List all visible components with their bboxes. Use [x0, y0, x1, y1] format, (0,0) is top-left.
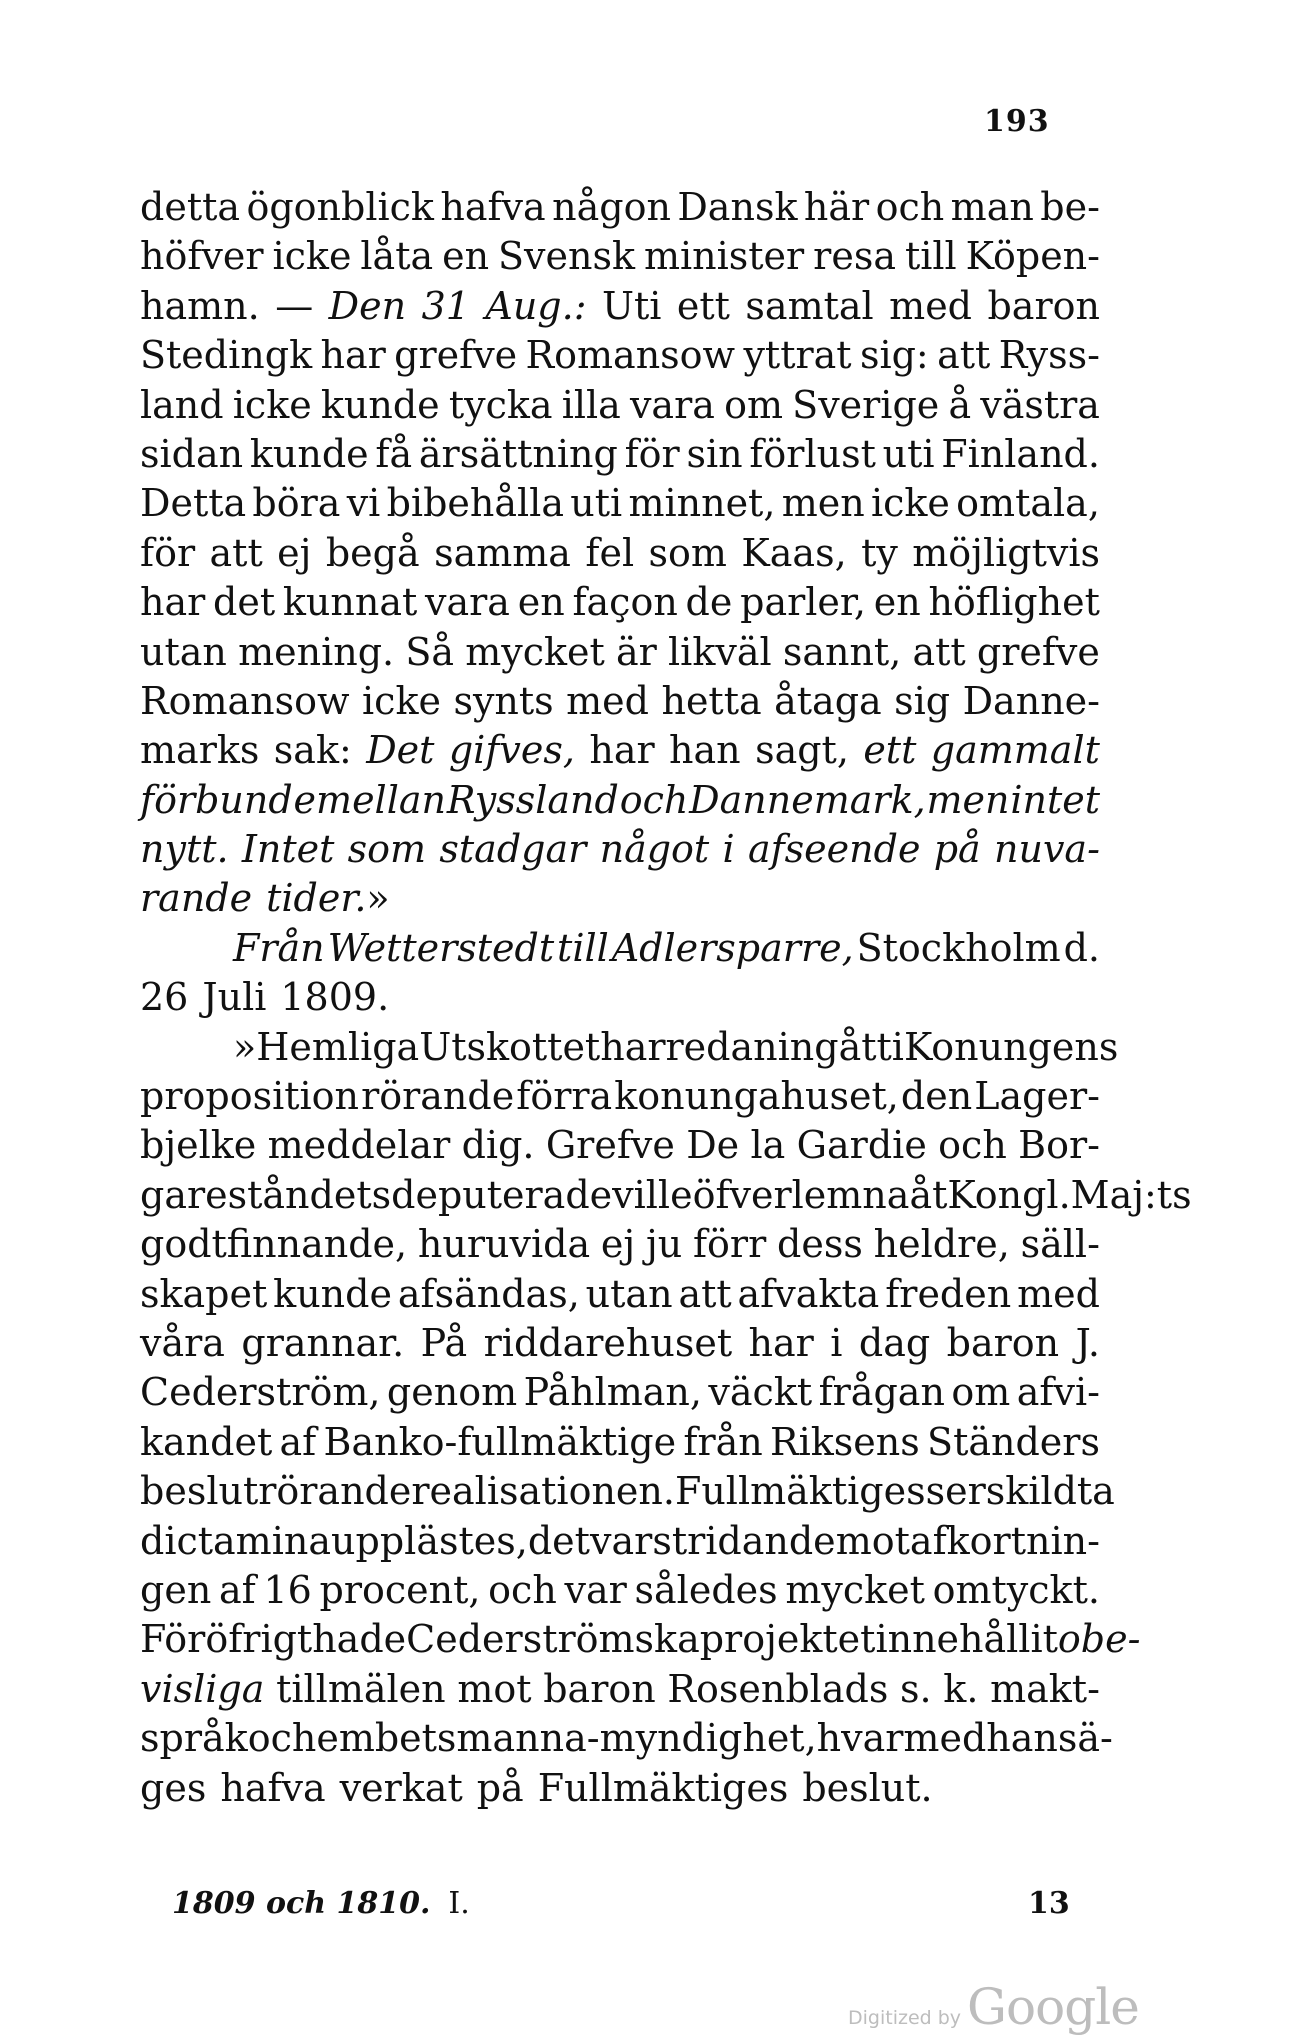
word: ville — [612, 1172, 693, 1217]
word: dess — [777, 1222, 863, 1267]
word: Från — [233, 925, 325, 970]
text-line — [140, 1714, 1113, 1763]
text-line — [140, 1171, 1192, 1220]
word: De — [686, 1123, 740, 1168]
text-line — [140, 973, 1100, 1022]
word: i — [722, 827, 735, 872]
word: Bor- — [1018, 1123, 1100, 1168]
word: Juli — [202, 975, 267, 1020]
word: begå — [325, 530, 420, 575]
word: icke — [362, 678, 441, 723]
word: utan — [585, 1271, 673, 1316]
word: till — [904, 234, 957, 279]
word: dag — [858, 1320, 931, 1365]
word: Det — [366, 728, 435, 773]
word: stridande — [652, 1518, 836, 1563]
word: om — [951, 1370, 1011, 1415]
word: baron — [946, 1320, 1060, 1365]
word: och — [619, 777, 689, 822]
word: hvarmed — [816, 1716, 987, 1761]
word: synts — [453, 678, 554, 723]
word: möjligtvis — [912, 530, 1100, 575]
word: Dansk — [677, 185, 798, 229]
word: som — [648, 530, 727, 575]
word: omtala, — [956, 481, 1100, 526]
word: stadgar — [439, 827, 587, 872]
word: och — [488, 1567, 557, 1612]
word: å — [948, 382, 972, 427]
word: att — [937, 333, 991, 378]
word: afsändas, — [397, 1271, 580, 1316]
word: tillmälen — [276, 1666, 446, 1711]
word: projektet — [699, 1617, 876, 1662]
word: afvi- — [1016, 1370, 1100, 1415]
word: Dannemark, — [689, 777, 926, 822]
word: huruvida — [417, 1222, 591, 1267]
word: var — [564, 1567, 627, 1612]
word: förr — [692, 1222, 767, 1267]
word: Wetterstedt — [327, 925, 555, 970]
text-line — [140, 1467, 1115, 1516]
text-line — [140, 183, 1100, 232]
word: säll- — [1020, 1222, 1100, 1267]
word: resa — [813, 234, 896, 279]
word: har — [320, 333, 386, 378]
word: land — [140, 382, 224, 427]
word: någon — [552, 185, 671, 229]
word: af — [219, 1567, 256, 1612]
word: afseende — [747, 827, 921, 872]
word: något — [599, 827, 710, 872]
word: façon — [572, 580, 678, 625]
word: Fullmäktiges — [674, 1469, 926, 1514]
volume-number: I. — [448, 1886, 470, 1921]
word: väckt — [708, 1370, 813, 1415]
word: låta — [360, 234, 434, 279]
word: Rosenblads — [667, 1666, 889, 1711]
word: åtaga — [774, 678, 882, 723]
word: dig. — [461, 1123, 535, 1168]
word: har — [140, 580, 206, 625]
word: Adlersparre, — [611, 925, 854, 970]
word: han — [669, 728, 741, 773]
word: har — [600, 1024, 666, 1069]
word: rörande — [258, 1469, 412, 1514]
word: mot — [457, 1666, 532, 1711]
word: ärsättning — [418, 431, 618, 476]
word: dictamina — [140, 1518, 332, 1563]
word: godtfinnande, — [140, 1222, 408, 1267]
word: våra — [140, 1320, 225, 1365]
word: ej — [600, 1222, 636, 1267]
word: yttrat — [743, 333, 852, 378]
digitized-watermark — [848, 1978, 1139, 2036]
word: J. — [1075, 1320, 1100, 1365]
text-line — [140, 1270, 1100, 1319]
word: öfrigt — [205, 1617, 313, 1662]
word: 1809. — [280, 975, 390, 1020]
text-line — [140, 1319, 1100, 1368]
word: »Hemliga — [233, 1024, 420, 1069]
word: visliga — [140, 1666, 265, 1711]
word: afvakta — [737, 1271, 880, 1316]
text-line — [140, 726, 1100, 775]
word: hetta — [661, 678, 762, 723]
word: tider.» — [266, 876, 390, 921]
word: på — [476, 1765, 524, 1810]
word: realisationen. — [411, 1469, 675, 1514]
word: det — [213, 580, 276, 625]
word: sig — [894, 678, 951, 723]
word: hafva — [440, 185, 546, 229]
page-number: 193 — [984, 104, 1050, 139]
word: i — [891, 1024, 904, 1069]
word: be- — [1040, 185, 1100, 229]
word: sannt, — [782, 629, 902, 674]
word: bjelke — [140, 1123, 257, 1168]
word: öfverlemna — [692, 1172, 910, 1217]
word: Fullmäktiges — [537, 1765, 789, 1810]
word: Påhlman, — [523, 1370, 702, 1415]
word: Utskottet — [419, 1024, 601, 1069]
word: han — [986, 1716, 1058, 1761]
word: få — [375, 431, 413, 476]
word: åt — [909, 1172, 948, 1217]
signature-label: 1809 och 1810. — [172, 1886, 431, 1921]
word: med — [566, 678, 649, 723]
word: för — [140, 530, 196, 575]
word: Lager- — [974, 1074, 1100, 1119]
word: makt- — [990, 1666, 1100, 1711]
word: vi — [346, 481, 381, 526]
word: en — [873, 580, 921, 625]
word: rörande — [361, 1074, 515, 1119]
word: minister — [643, 234, 805, 279]
word: Den — [328, 283, 407, 328]
word: Banko-fullmäktige — [323, 1419, 677, 1464]
word: förlust — [749, 431, 876, 476]
word: gammalt — [930, 728, 1100, 773]
word: embetsmanna-myndighet, — [316, 1716, 817, 1761]
word: mot — [835, 1518, 910, 1563]
word: sagt, — [755, 728, 849, 773]
word: vara — [629, 382, 715, 427]
text-line — [140, 1072, 1100, 1121]
watermark-prefix: Digitized by — [848, 2007, 962, 2029]
word: ej — [277, 530, 312, 575]
word: beslut — [140, 1469, 259, 1514]
word: sidan — [140, 431, 244, 476]
word: d. — [1063, 925, 1100, 970]
word: intet — [1010, 777, 1100, 822]
text-line — [140, 331, 1100, 380]
word: Detta — [140, 481, 247, 526]
word: icke — [272, 234, 352, 279]
word: likväl — [668, 629, 772, 674]
word: På — [420, 1320, 468, 1365]
word: tycka — [448, 382, 553, 427]
text-line — [140, 282, 1100, 331]
word: med — [1017, 1271, 1100, 1316]
word: nytt. — [140, 827, 229, 872]
word: hafva — [220, 1765, 326, 1810]
word: 31 — [421, 283, 470, 328]
word: hade — [312, 1617, 407, 1662]
word: ingått — [777, 1024, 892, 1069]
text-line — [140, 924, 1100, 973]
word: Romansow — [525, 333, 736, 378]
word: sak: — [273, 728, 352, 773]
word: 16 — [263, 1567, 312, 1612]
word: att — [912, 629, 966, 674]
word: de — [685, 580, 733, 625]
text-line — [140, 677, 1100, 726]
text-line — [140, 1517, 1100, 1566]
text-line — [140, 1665, 1100, 1714]
word: la — [750, 1123, 786, 1168]
word: innehållit — [875, 1617, 1058, 1662]
word: på — [933, 827, 981, 872]
word: ett — [676, 283, 730, 328]
text-line — [140, 1220, 1100, 1269]
word: k. — [943, 1666, 979, 1711]
text-line — [140, 776, 1100, 825]
word: Riksens — [770, 1419, 920, 1464]
word: emellan — [293, 777, 446, 822]
word: Kaas, — [741, 530, 847, 575]
word: baron — [987, 283, 1100, 328]
word: kunde — [273, 1271, 392, 1316]
word: vara — [425, 580, 510, 625]
word: som — [347, 827, 427, 872]
sheet-number: 13 — [1028, 1886, 1070, 1921]
word: sig: — [859, 333, 929, 378]
word: beslut. — [802, 1765, 933, 1810]
word: grefve — [976, 629, 1100, 674]
word: man — [950, 185, 1034, 229]
word: konungahuset, — [614, 1074, 899, 1119]
word: således — [634, 1567, 778, 1612]
word: parler, — [740, 580, 866, 625]
word: meddelar — [267, 1123, 451, 1168]
word: mycket — [785, 1567, 925, 1612]
word: samma — [434, 530, 571, 575]
word: har — [748, 1320, 814, 1365]
word: att — [209, 530, 263, 575]
word: om — [724, 382, 783, 427]
word: sä- — [1057, 1716, 1113, 1761]
word: att — [678, 1271, 732, 1316]
word: böra — [252, 481, 341, 526]
word: förra — [516, 1074, 613, 1119]
word: samtal — [745, 283, 874, 328]
word: utan — [140, 629, 227, 674]
word: i — [830, 1320, 843, 1365]
word: obe- — [1057, 1617, 1141, 1662]
word: serskildta — [925, 1469, 1115, 1514]
word: icke — [232, 382, 312, 427]
word: heldre, — [873, 1222, 1010, 1267]
text-line — [140, 825, 1100, 874]
footer-signature — [172, 1886, 470, 1921]
word: förbund — [140, 777, 293, 822]
word: höflighet — [928, 580, 1100, 625]
word: en — [517, 580, 565, 625]
word: höfver — [140, 234, 264, 279]
word: här — [803, 185, 870, 229]
word: afkortnin- — [909, 1518, 1100, 1563]
word: illa — [561, 382, 621, 427]
word: ty — [861, 530, 898, 575]
body-text — [140, 183, 1192, 1813]
word: det — [527, 1518, 590, 1563]
word: är — [615, 629, 657, 674]
text-line — [140, 1615, 1141, 1664]
word: ett — [863, 728, 917, 773]
text-line — [140, 1566, 1100, 1615]
word: var — [589, 1518, 653, 1563]
word: och — [247, 1716, 317, 1761]
text-line — [140, 1368, 1100, 1417]
word: kunde — [249, 431, 369, 476]
word: en — [442, 234, 490, 279]
word: Maj:ts — [1070, 1172, 1192, 1217]
word: för — [624, 431, 680, 476]
word: Grefve — [545, 1123, 675, 1168]
word: till — [557, 925, 609, 970]
word: västra — [980, 382, 1100, 427]
word: fel — [585, 530, 635, 575]
word: af — [279, 1419, 317, 1464]
word: språk — [140, 1716, 248, 1761]
word: och — [875, 185, 945, 229]
word: Gardie — [796, 1123, 927, 1168]
word: sin — [686, 431, 743, 476]
word: deputerade — [391, 1172, 613, 1217]
word: Danne- — [962, 678, 1100, 723]
word: — — [275, 283, 314, 328]
text-line — [140, 1764, 1100, 1813]
word: rande — [140, 876, 253, 921]
word: s. — [900, 1666, 932, 1711]
word: nuva- — [994, 827, 1100, 872]
word: Romansow — [140, 678, 350, 723]
word: baron — [543, 1666, 656, 1711]
word: Kongl. — [947, 1172, 1071, 1217]
word: Sverige — [792, 382, 940, 427]
word: har — [589, 728, 655, 773]
text-line — [140, 232, 1100, 281]
text-line — [140, 1121, 1100, 1170]
word: riddarehuset — [483, 1320, 733, 1365]
word: frågan — [818, 1370, 945, 1415]
text-line — [140, 381, 1100, 430]
word: Aug.: — [485, 283, 587, 328]
word: med — [889, 283, 973, 328]
word: marks — [140, 728, 260, 773]
text-line — [140, 874, 1100, 923]
word: Köpen- — [965, 234, 1100, 279]
word: verkat — [339, 1765, 463, 1810]
text-line — [140, 578, 1100, 627]
word: Svensk — [498, 234, 636, 279]
word: genom — [386, 1370, 518, 1415]
word: kunde — [320, 382, 440, 427]
word: Stockholm — [856, 925, 1061, 970]
word: Uti — [601, 283, 662, 328]
word: grefve — [394, 333, 518, 378]
word: den — [900, 1074, 973, 1119]
word: uti — [570, 481, 623, 526]
word: procent, — [319, 1567, 481, 1612]
word: ju — [645, 1222, 683, 1267]
word: ges — [140, 1765, 207, 1810]
word: Cederströmska — [406, 1617, 700, 1662]
word: hamn. — [140, 283, 260, 328]
word: Så — [405, 629, 454, 674]
word: grannar. — [241, 1320, 405, 1365]
word: kandet — [140, 1419, 273, 1464]
word: 26 — [140, 975, 189, 1020]
word: Ryssland — [446, 777, 619, 822]
word: minnet, — [628, 481, 776, 526]
word: Intet — [241, 827, 335, 872]
word: Finland. — [941, 431, 1100, 476]
word: ögonblick — [246, 185, 434, 229]
word: bibehålla — [386, 481, 564, 526]
text-line — [140, 628, 1100, 677]
word: Ständers — [927, 1419, 1100, 1464]
text-line — [140, 430, 1100, 479]
text-line — [140, 529, 1100, 578]
text-line — [140, 1418, 1100, 1467]
word: upplästes, — [331, 1518, 528, 1563]
word: icke — [870, 481, 950, 526]
word: redan — [665, 1024, 778, 1069]
word: Stedingk — [140, 333, 313, 378]
word: För — [140, 1617, 206, 1662]
word: från — [683, 1419, 763, 1464]
word: Cederström, — [140, 1370, 381, 1415]
text-line — [140, 1023, 1119, 1072]
google-logo: Google — [967, 1978, 1139, 2036]
word: och — [938, 1123, 1007, 1168]
word: skapet — [140, 1271, 268, 1316]
word: Konungens — [903, 1024, 1119, 1069]
word: Ryss- — [998, 333, 1100, 378]
word: kunnat — [282, 580, 418, 625]
word: proposition — [140, 1074, 360, 1119]
word: omtyckt. — [932, 1567, 1100, 1612]
word: men — [926, 777, 1010, 822]
word: gifves, — [448, 728, 575, 773]
word: men — [781, 481, 865, 526]
word: gen — [140, 1567, 212, 1612]
word: gareståndets — [140, 1172, 392, 1217]
word: mening. — [238, 629, 395, 674]
word: mycket — [465, 629, 605, 674]
word: detta — [140, 185, 241, 229]
text-line — [140, 479, 1100, 528]
word: uti — [882, 431, 935, 476]
word: freden — [885, 1271, 1012, 1316]
